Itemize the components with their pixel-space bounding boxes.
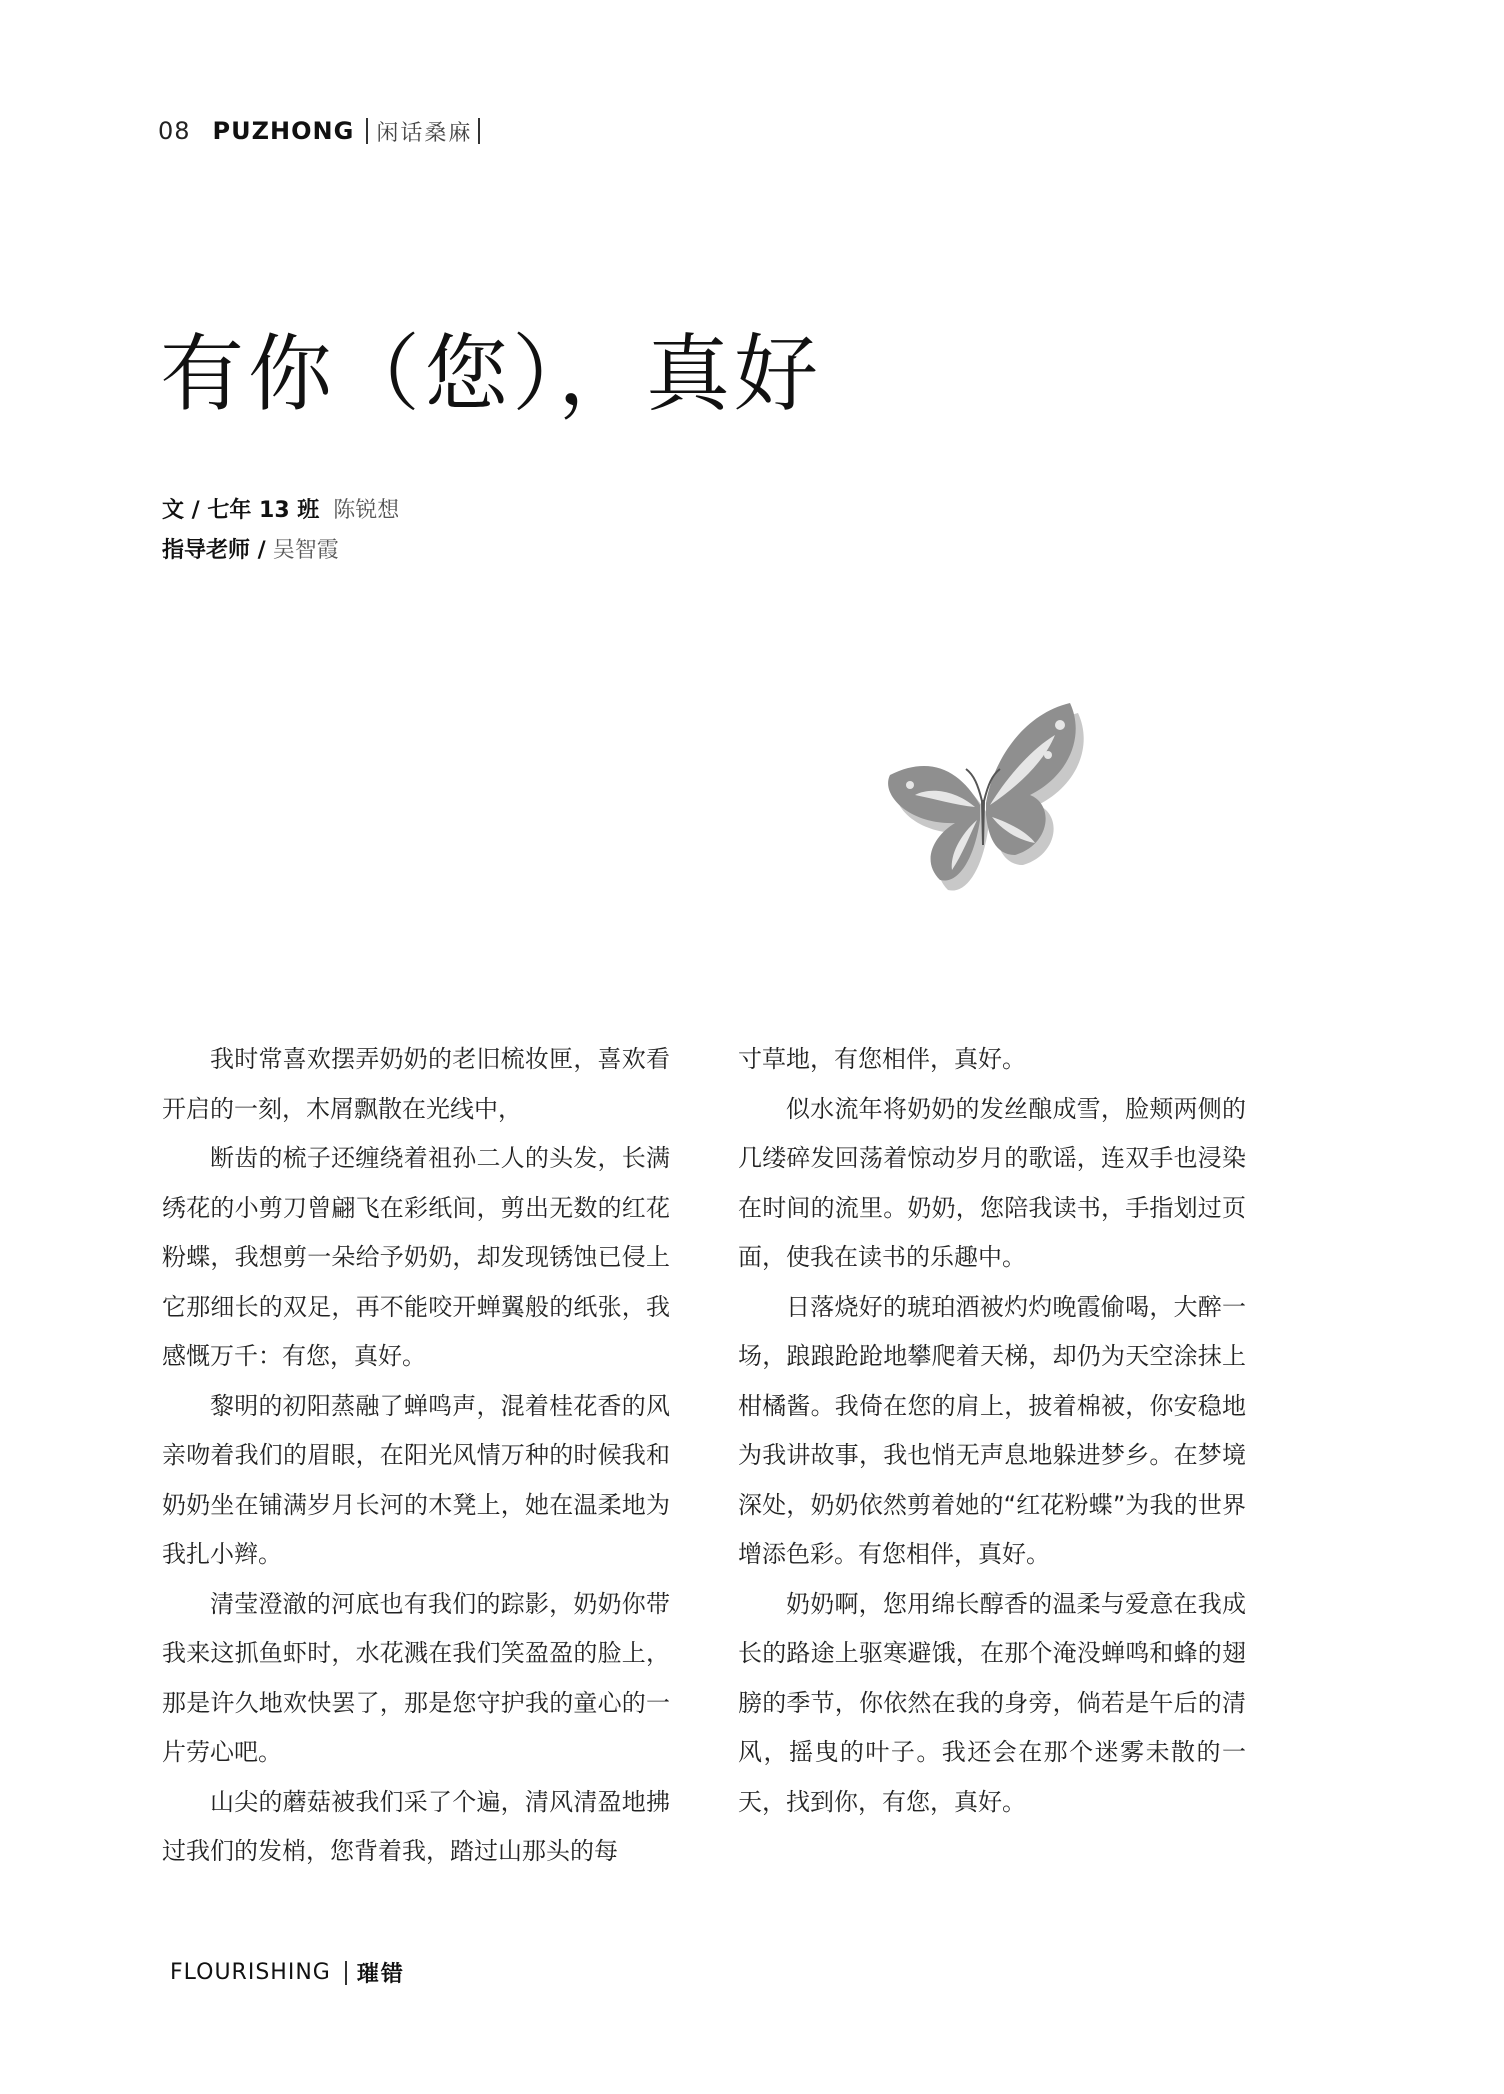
page-header bbox=[158, 116, 480, 146]
author-line bbox=[162, 493, 399, 524]
paragraph: 清莹澄澈的河底也有我们的踪影，奶奶你带我来这抓鱼虾时，水花溅在我们笑盈盈的脸上，那是许久地欢快罢了，那是您守护我的童心的一片劳心吧。 bbox=[162, 1589, 670, 1766]
section-name: 闲话桑麻 bbox=[376, 120, 473, 146]
paragraph: 我时常喜欢摆弄奶奶的老旧梳妆匣，喜欢看开启的一刻，木屑飘散在光线中， bbox=[162, 1045, 670, 1123]
paragraph: 奶奶啊，您用绵长醇香的温柔与爱意在我成长的路途上驱寒避饿，在那个淹没蝉鸣和蜂的翅膀的季节，你依然在我的身旁，倘若是午后的清风，摇曳的叶子。我还会在那个迷雾未散的一天，找到你，有您，真好。 bbox=[738, 1589, 1246, 1816]
article-column-left bbox=[162, 1035, 670, 1877]
magazine-brand: PUZHONG bbox=[212, 117, 355, 145]
paragraph-continuation: 寸草地，有您相伴，真好。 bbox=[738, 1045, 1026, 1073]
footer-brand: FLOURISHING bbox=[170, 1960, 331, 1985]
article-title: 有你（您），真好 bbox=[160, 325, 823, 423]
teacher-label: 指导老师 / bbox=[162, 538, 266, 563]
teacher-name: 吴智霞 bbox=[272, 538, 339, 563]
paragraph: 日落烧好的琥珀酒被灼灼晚霞偷喝，大醉一场，踉踉跄跄地攀爬着天梯，却仍为天空涂抹上柑橘酱。我倚在您的肩上，披着棉被，你安稳地为我讲故事，我也悄无声息地躲进梦乡。在梦境深处，奶奶依然剪着她的“红花粉蝶”为我的世界增添色彩。有您相伴，真好。 bbox=[738, 1292, 1246, 1568]
paragraph: 断齿的梳子还缠绕着祖孙二人的头发，长满绣花的小剪刀曾翩飞在彩纸间，剪出无数的红花粉蝶，我想剪一朵给予奶奶，却发现锈蚀已侵上它那细长的双足，再不能咬开蝉翼般的纸张，我感慨万千：有您，真好。 bbox=[162, 1144, 670, 1370]
article-column-right bbox=[738, 1035, 1246, 1827]
header-divider-end bbox=[478, 118, 480, 144]
paragraph: 黎明的初阳蒸融了蝉鸣声，混着桂花香的风亲吻着我们的眉眼，在阳光风情万种的时候我和奶奶坐在铺满岁月长河的木凳上，她在温柔地为我扎小辫。 bbox=[162, 1391, 670, 1568]
footer-section: 璀错 bbox=[356, 1962, 405, 1987]
teacher-line bbox=[162, 533, 339, 564]
author-name: 陈锐想 bbox=[333, 498, 400, 523]
author-class: 文 / 七年 13 班 bbox=[162, 498, 320, 523]
footer-divider bbox=[345, 1961, 347, 1985]
paragraph: 山尖的蘑菇被我们采了个遍，清风清盈地拂过我们的发梢，您背着我，踏过山那头的每 bbox=[162, 1787, 670, 1865]
butterfly-icon bbox=[880, 695, 1090, 900]
paragraph: 似水流年将奶奶的发丝酿成雪，脸颊两侧的几缕碎发回荡着惊动岁月的歌谣，连双手也浸染在时间的流里。奶奶，您陪我读书，手指划过页面，使我在读书的乐趣中。 bbox=[738, 1094, 1246, 1271]
page-number: 08 bbox=[158, 117, 191, 145]
page-footer bbox=[170, 1957, 405, 1988]
header-divider bbox=[366, 118, 368, 144]
